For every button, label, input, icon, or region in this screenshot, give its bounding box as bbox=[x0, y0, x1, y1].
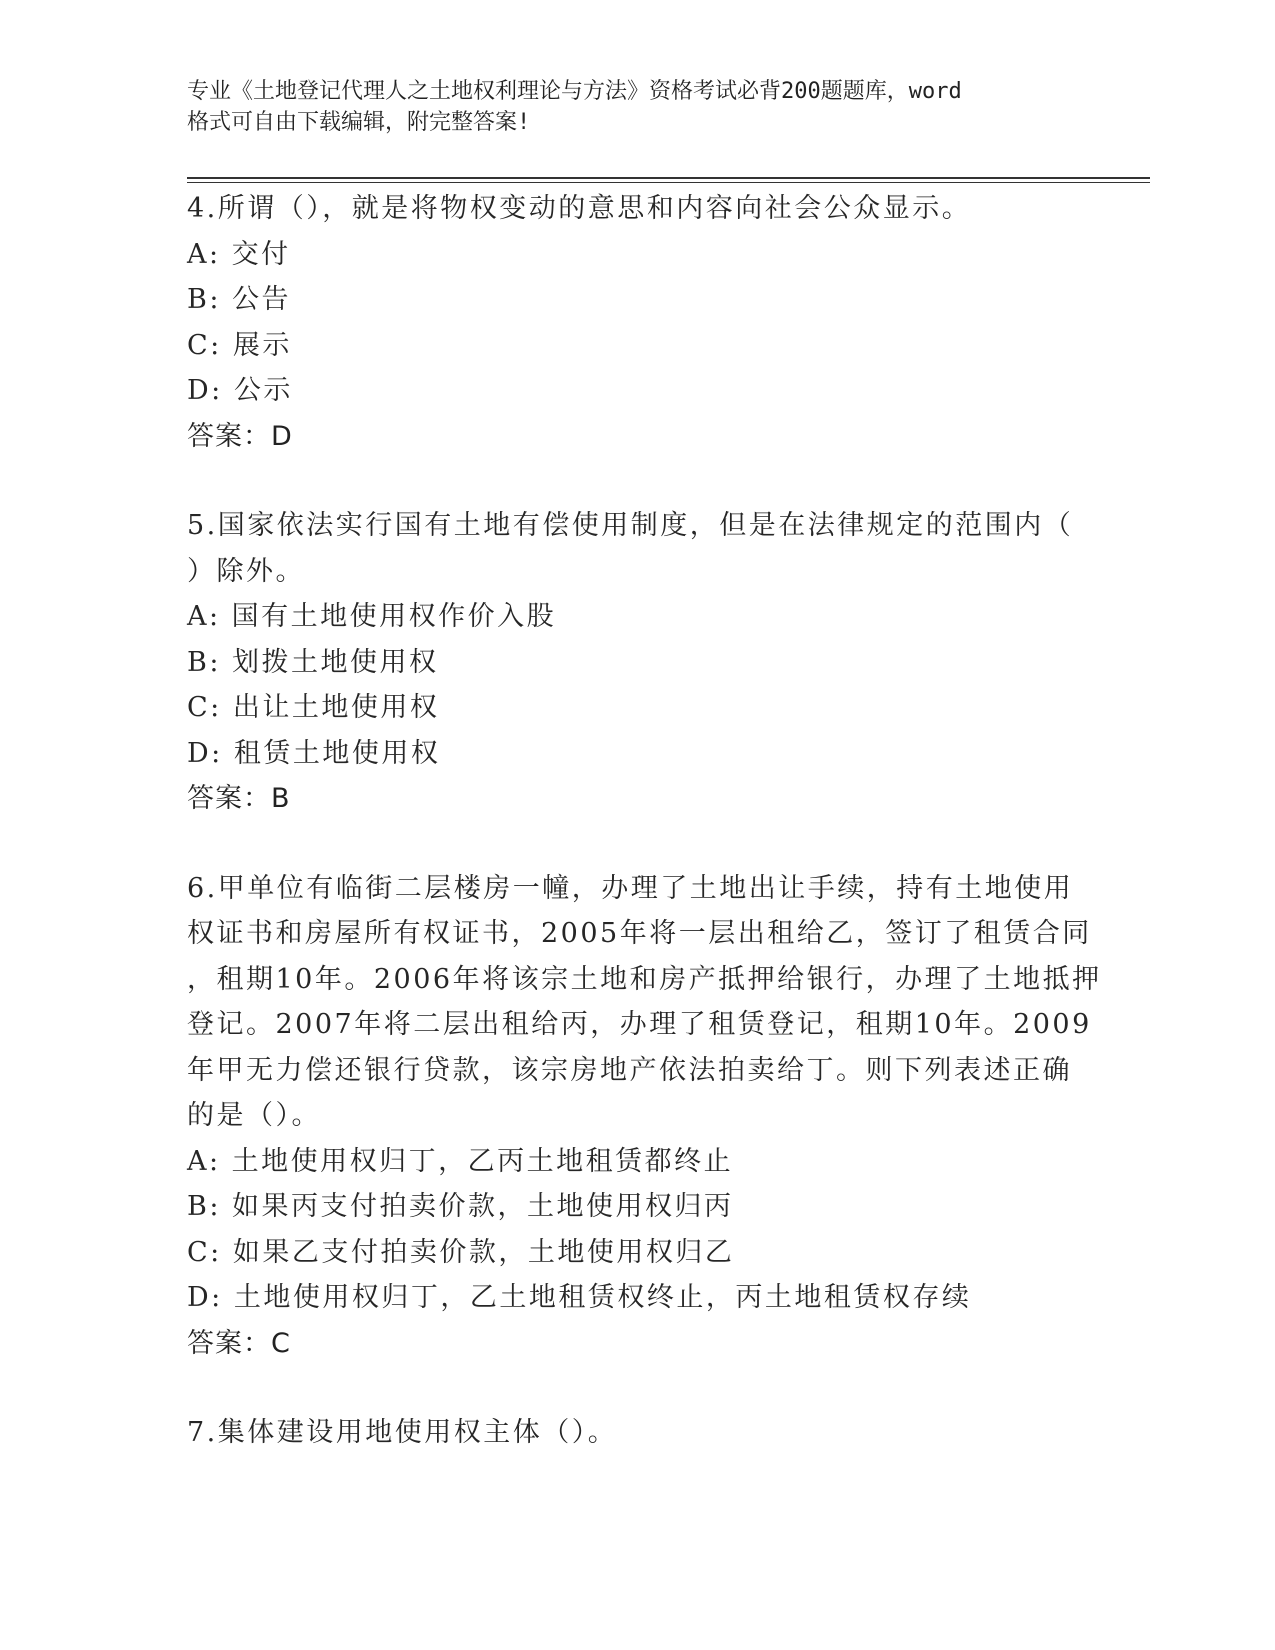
question-7 bbox=[187, 1410, 1087, 1456]
question-text: 权证书和房屋所有权证书，2005年将一层出租给乙，签订了租赁合同 bbox=[187, 918, 1092, 949]
question-text: 登记。2007年将二层出租给丙，办理了租赁登记，租期10年。2009 bbox=[187, 1009, 1092, 1040]
option-b: B: 如果丙支付拍卖价款，土地使用权归丙 bbox=[187, 1191, 734, 1222]
option-d: D: 公示 bbox=[187, 375, 293, 406]
document-header bbox=[187, 76, 1067, 138]
header-line: 格式可自由下载编辑，附完整答案! bbox=[187, 110, 531, 135]
option-c: C: 出让土地使用权 bbox=[187, 692, 440, 723]
option-a: A: 国有土地使用权作价入股 bbox=[187, 601, 557, 632]
option-d: D: 土地使用权归丁，乙土地租赁权终止，丙土地租赁权存续 bbox=[187, 1282, 972, 1313]
option-a: A: 土地使用权归丁，乙丙土地租赁都终止 bbox=[187, 1145, 734, 1177]
option-c: C: 展示 bbox=[187, 329, 292, 361]
question-text: ）除外。 bbox=[187, 555, 305, 587]
option-b: B: 划拨土地使用权 bbox=[187, 646, 439, 678]
question-4 bbox=[187, 186, 1087, 459]
question-5 bbox=[187, 503, 1087, 822]
question-list bbox=[187, 186, 1102, 1500]
answer-label: 答案：C bbox=[187, 1327, 291, 1359]
question-text: 4.所谓（），就是将物权变动的意思和内容向社会公众显示。 bbox=[187, 193, 972, 224]
header-divider-thin bbox=[187, 182, 1150, 183]
option-b: B: 公告 bbox=[187, 284, 292, 315]
header-divider-thick bbox=[187, 177, 1150, 179]
question-text: ，租期10年。2006年将该宗土地和房产抵押给银行，办理了土地抵押 bbox=[187, 963, 1102, 995]
answer-label: 答案：B bbox=[187, 783, 291, 814]
option-d: D: 租赁土地使用权 bbox=[187, 737, 441, 769]
option-a: A: 交付 bbox=[187, 238, 291, 270]
answer-label: 答案：D bbox=[187, 420, 293, 452]
question-text: 的是（）。 bbox=[187, 1100, 321, 1131]
option-c: C: 如果乙支付拍卖价款，土地使用权归乙 bbox=[187, 1236, 735, 1268]
question-text: 5.国家依法实行国有土地有偿使用制度，但是在法律规定的范围内（ bbox=[187, 510, 1074, 541]
question-text: 年甲无力偿还银行贷款，该宗房地产依法拍卖给丁。则下列表述正确 bbox=[187, 1054, 1072, 1086]
question-text: 7.集体建设用地使用权主体（）。 bbox=[187, 1417, 618, 1448]
question-text: 6.甲单位有临街二层楼房一幢，办理了土地出让手续，持有土地使用 bbox=[187, 872, 1074, 904]
question-6 bbox=[187, 866, 1102, 1367]
header-line: 专业《土地登记代理人之土地权利理论与方法》资格考试必背200题题库，word bbox=[187, 79, 962, 104]
